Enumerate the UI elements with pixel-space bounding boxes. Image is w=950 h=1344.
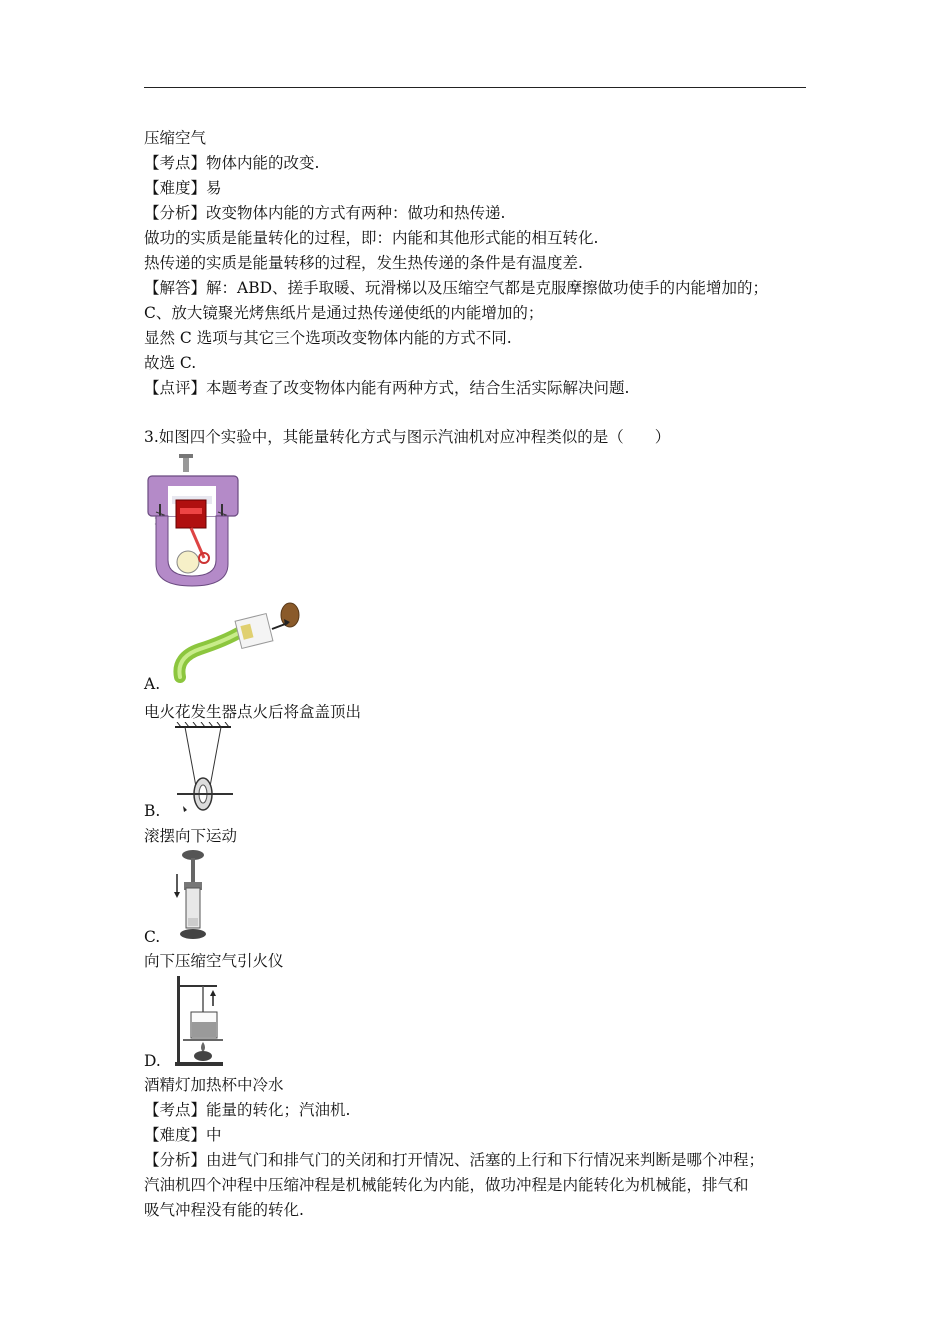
text-line: 【分析】由进气门和排气门的关闭和打开情况、活塞的上行和下行情况来判断是哪个冲程； xyxy=(144,1151,765,1169)
text-line: 汽油机四个冲程中压缩冲程是机械能转化为内能，做功冲程是内能转化为机械能，排气和 xyxy=(144,1176,749,1194)
fire-syringe-figure xyxy=(173,848,213,942)
text-line: 【考点】物体内能的改变. xyxy=(144,154,320,172)
option-d-letter: D. xyxy=(144,1052,161,1070)
option-b-text: 滚摆向下运动 xyxy=(144,827,238,845)
text-line: 【点评】本题考查了改变物体内能有两种方式，结合生活实际解决问题. xyxy=(144,379,630,397)
text-line: 压缩空气 xyxy=(144,129,207,147)
option-c-letter: C. xyxy=(144,928,161,946)
option-b-letter: B. xyxy=(144,802,161,820)
text-line: 【解答】解：ABD、搓手取暖、玩滑梯以及压缩空气都是克服摩擦做功使手的内能增加的； xyxy=(144,279,769,297)
question-stem: 3.如图四个实验中，其能量转化方式与图示汽油机对应冲程类似的是（ ） xyxy=(144,428,671,446)
text-line: 热传递的实质是能量转移的过程，发生热传递的条件是有温度差. xyxy=(144,254,583,272)
option-a-text: 电火花发生器点火后将盒盖顶出 xyxy=(144,703,362,721)
text-line: 【难度】中 xyxy=(144,1126,222,1144)
alcohol-lamp-heating-figure xyxy=(173,972,225,1068)
text-line: 【难度】易 xyxy=(144,179,222,197)
header-rule xyxy=(144,87,806,88)
text-line: 显然 C 选项与其它三个选项改变物体内能的方式不同. xyxy=(144,329,512,347)
option-c-text: 向下压缩空气引火仪 xyxy=(144,952,284,970)
option-a-letter: A. xyxy=(144,675,161,693)
text-line: 吸气冲程没有能的转化. xyxy=(144,1201,304,1219)
yo-yo-pendulum-figure xyxy=(173,722,235,818)
text-line: 【分析】改变物体内能的方式有两种：做功和热传递. xyxy=(144,204,506,222)
text-line: 做功的实质是能量转化的过程，即：内能和其他形式能的相互转化. xyxy=(144,229,599,247)
option-d-text: 酒精灯加热杯中冷水 xyxy=(144,1076,284,1094)
engine-figure xyxy=(146,452,242,590)
spark-box-figure xyxy=(170,597,302,685)
text-line: 【考点】能量的转化；汽油机. xyxy=(144,1101,351,1119)
text-line: 故选 C. xyxy=(144,354,197,372)
text-line: C、放大镜聚光烤焦纸片是通过热传递使纸的内能增加的； xyxy=(144,304,544,322)
